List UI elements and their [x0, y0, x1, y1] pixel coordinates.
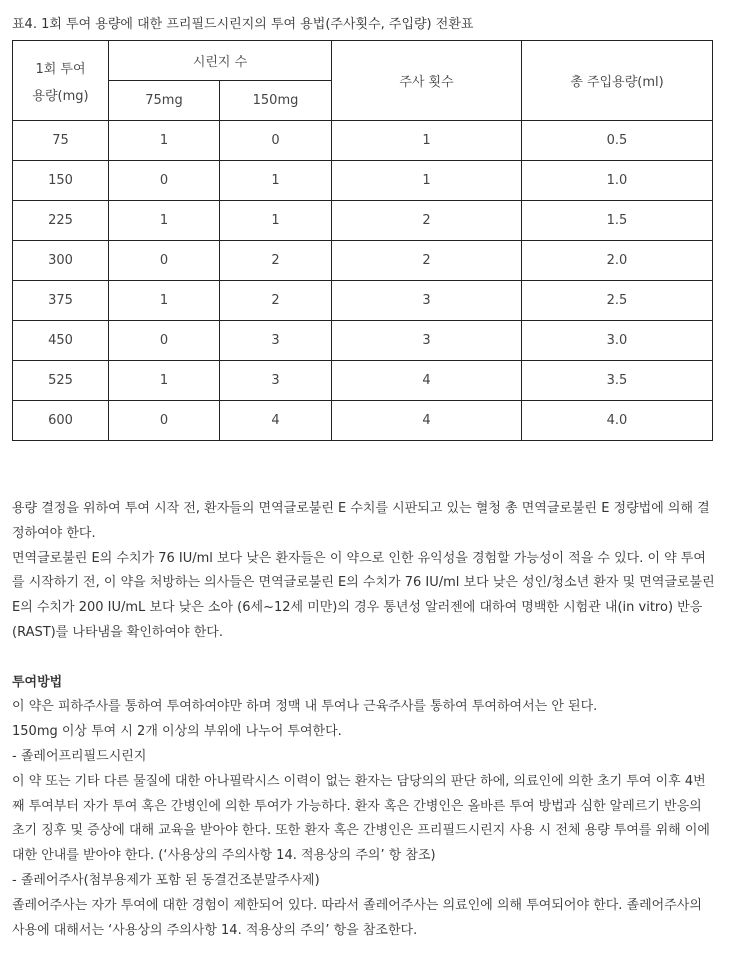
cell-syringe-75: 1 [109, 361, 220, 401]
cell-dose: 450 [13, 321, 109, 361]
header-syringe-150mg: 150mg [220, 81, 332, 121]
cell-syringe-150: 2 [220, 281, 332, 321]
dosage-text-body [12, 497, 718, 943]
table-row [13, 281, 713, 321]
cell-dose: 225 [13, 201, 109, 241]
cell-dose: 300 [13, 241, 109, 281]
cell-dose: 150 [13, 161, 109, 201]
cell-syringe-75: 1 [109, 201, 220, 241]
cell-syringe-150: 2 [220, 241, 332, 281]
cell-dose: 525 [13, 361, 109, 401]
table-row [13, 361, 713, 401]
cell-volume: 4.0 [522, 401, 713, 441]
section-heading-administration: 투여방법 [12, 674, 63, 690]
cell-volume: 1.5 [522, 201, 713, 241]
cell-syringe-150: 1 [220, 201, 332, 241]
cell-dose: 75 [13, 121, 109, 161]
cell-syringe-75: 1 [109, 121, 220, 161]
cell-syringe-75: 0 [109, 321, 220, 361]
cell-syringe-150: 0 [220, 121, 332, 161]
paragraph-dose-determination: 용량 결정을 위하여 투여 시작 전, 환자들의 면역글로불린 E 수치를 시판되고 있는 혈청 총 면역글로불린 E 정량법에 의해 결정하여야 한다. [12, 501, 710, 541]
cell-volume: 2.5 [522, 281, 713, 321]
cell-injections: 4 [332, 401, 522, 441]
paragraph-self-administration: 이 약 또는 기타 다른 물질에 대한 아나필락시스 이력이 없는 환자는 담당의의 판단 하에, 의료인에 의한 초기 투여 이후 4번째 투여부터 자가 투여 혹은 간병인에 의한 투여가 가능하다. 환자 혹은 간병인은 올바른 투여 방법과 심한 알레르기 반응의 초기 징후 및 증상에 대해 교육을 받아야 한다. 또한 환자 혹은 간병인은 프리필드시린지 사용 시 전체 용량 투여를 위해 이에 대한 안내를 받아야 한다. (‘사용상의 주의사항 14. 적용상의 주의’ 항 참조) [12, 773, 710, 864]
header-syringe-count: 시린지 수 [109, 41, 332, 81]
cell-volume: 2.0 [522, 241, 713, 281]
cell-syringe-75: 1 [109, 281, 220, 321]
header-dose-line1: 1회 투여 [35, 61, 86, 77]
cell-syringe-75: 0 [109, 401, 220, 441]
header-dose-line2: 용량(mg) [32, 88, 89, 104]
cell-injections: 3 [332, 321, 522, 361]
cell-injections: 2 [332, 201, 522, 241]
dosage-conversion-table [12, 40, 713, 441]
table-row [13, 121, 713, 161]
paragraph-subcutaneous: 이 약은 피하주사를 통하여 투여하여야만 하며 정맥 내 투여나 근육주사를 통하여 투여하여서는 안 된다. [12, 699, 598, 715]
cell-syringe-150: 3 [220, 361, 332, 401]
cell-injections: 2 [332, 241, 522, 281]
table-row [13, 161, 713, 201]
cell-syringe-75: 0 [109, 241, 220, 281]
table-row [13, 321, 713, 361]
cell-injections: 1 [332, 121, 522, 161]
cell-injections: 4 [332, 361, 522, 401]
table-caption: 표4. 1회 투여 용량에 대한 프리필드시린지의 투여 용법(주사횟수, 주입량) 전환표 [12, 17, 474, 32]
cell-syringe-150: 4 [220, 401, 332, 441]
table-row [13, 401, 713, 441]
table-row [13, 241, 713, 281]
subheading-prefilled-syringe: - 졸레어프리필드시린지 [12, 748, 147, 764]
table-row [13, 201, 713, 241]
cell-volume: 0.5 [522, 121, 713, 161]
subheading-lyophilized-injection: - 졸레어주사(첨부용제가 포함 된 동결건조분말주사제) [12, 872, 320, 888]
paragraph-split-sites: 150mg 이상 투여 시 2개 이상의 부위에 나누어 투여한다. [12, 724, 342, 740]
cell-dose: 375 [13, 281, 109, 321]
spacer [12, 646, 718, 671]
cell-injections: 3 [332, 281, 522, 321]
cell-volume: 3.5 [522, 361, 713, 401]
paragraph-ige-threshold: 면역글로불린 E의 수치가 76 IU/ml 보다 낮은 환자들은 이 약으로 인한 유익성을 경험할 가능성이 적을 수 있다. 이 약 투여를 시작하기 전, 이 약을 처방하는 의사들은 면역글로불린 E의 수치가 76 IU/ml 보다 낮은 성인/청소년 환자 및 면역글로불린 E의 수치가 200 IU/mL 보다 낮은 소아 (6세~12세 미만)의 경우 통년성 알러젠에 대하여 명백한 시험관 내(in vitro) 반응(RAST)를 나타냄을 확인하여야 한다. [12, 550, 715, 640]
paragraph-lyophilized-usage: 졸레어주사는 자가 투여에 대한 경험이 제한되어 있다. 따라서 졸레어주사는 의료인에 의해 투여되어야 한다. 졸레어주사의 사용에 대해서는 ‘사용상의 주의사항 14. 적용상의 주의’ 항을 참조한다. [12, 897, 702, 938]
header-injections: 주사 횟수 [332, 41, 522, 121]
cell-syringe-150: 1 [220, 161, 332, 201]
header-syringe-75mg: 75mg [109, 81, 220, 121]
cell-injections: 1 [332, 161, 522, 201]
cell-syringe-75: 0 [109, 161, 220, 201]
header-dose [13, 41, 109, 121]
cell-volume: 3.0 [522, 321, 713, 361]
header-total-volume: 총 주입용량(ml) [522, 41, 713, 121]
cell-dose: 600 [13, 401, 109, 441]
cell-volume: 1.0 [522, 161, 713, 201]
cell-syringe-150: 3 [220, 321, 332, 361]
